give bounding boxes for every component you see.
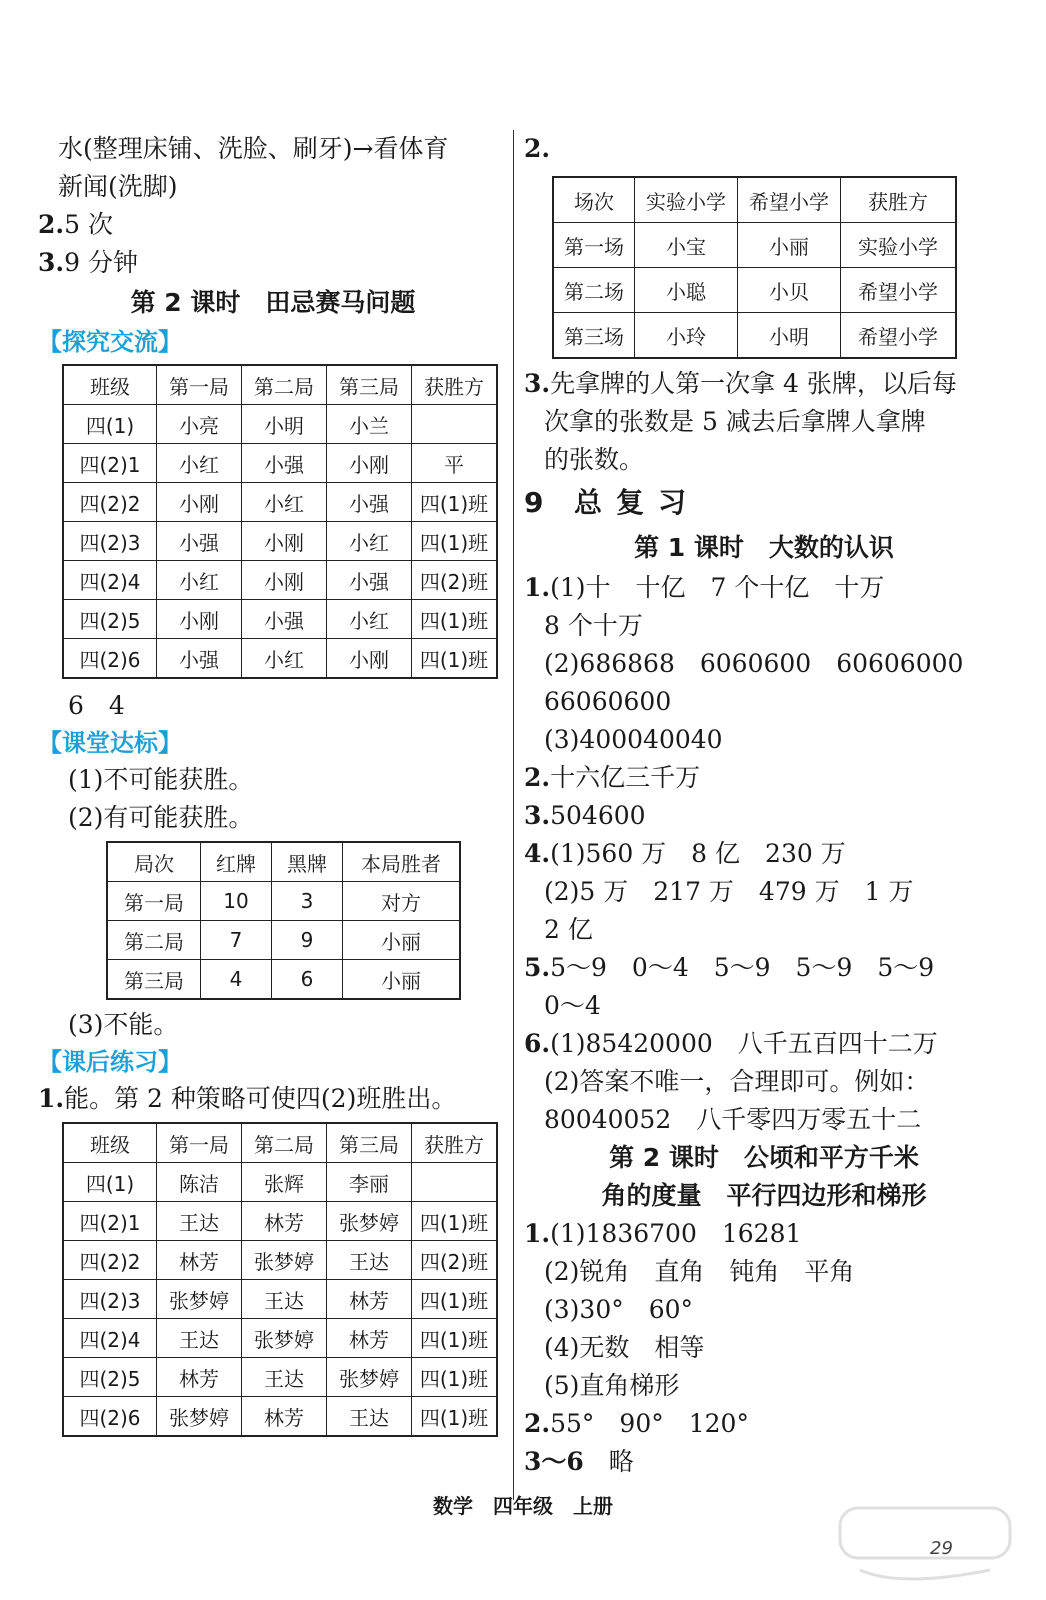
table-cell: 王达 — [327, 1241, 412, 1280]
review-5: 5.5～9 0～4 5～9 5～9 5～9 — [524, 953, 935, 982]
table-cell: 第一局 — [107, 882, 201, 921]
review-1c: (3)400040040 — [544, 725, 723, 754]
header-cell: 班级 — [63, 365, 157, 405]
geo-3-6: 3～6 略 — [524, 1447, 634, 1476]
table-cell: 小丽 — [343, 960, 461, 1000]
table-cell: 小红 — [327, 600, 412, 639]
table-cell: 张梦婷 — [157, 1280, 242, 1319]
table-cell: 四(1)班 — [412, 639, 498, 679]
table-row — [553, 313, 956, 359]
review-1a: 1.(1)十 十亿 7 个十亿 十万 — [524, 573, 885, 602]
table-row — [63, 600, 497, 639]
table-cell: 小强 — [157, 522, 242, 561]
table-cell: 小刚 — [242, 561, 327, 600]
tag-after: 【课后练习】 — [38, 1048, 182, 1076]
class-answer-1: (1)不可能获胜。 — [68, 765, 254, 794]
review-6b-cont: 80040052 八千零四万零五十二 — [544, 1105, 922, 1134]
table-cell: 小红 — [327, 522, 412, 561]
geo-1a: 1.(1)1836700 16281 — [524, 1219, 802, 1248]
review-6a: 6.(1)85420000 八千五百四十二万 — [524, 1029, 938, 1058]
table-cell: 林芳 — [157, 1241, 242, 1280]
header-cell: 获胜方 — [412, 1123, 498, 1163]
table-row — [107, 960, 460, 1000]
table-cell: 四(1) — [63, 1163, 157, 1202]
table-cell: 四(2)1 — [63, 444, 157, 483]
table-cell: 四(2)3 — [63, 1280, 157, 1319]
table-cell: 王达 — [327, 1397, 412, 1437]
table-cell: 四(2)6 — [63, 639, 157, 679]
table-cell: 张辉 — [242, 1163, 327, 1202]
table-cell: 小强 — [242, 600, 327, 639]
answer-3: 3.9 分钟 — [38, 248, 138, 277]
table-cell: 林芳 — [327, 1280, 412, 1319]
table-cell: 3 — [272, 882, 343, 921]
table-cell: 小红 — [242, 639, 327, 679]
table-cell: 10 — [201, 882, 272, 921]
table-cell: 四(2)5 — [63, 600, 157, 639]
table-cell: 四(2)3 — [63, 522, 157, 561]
table-cell: 林芳 — [327, 1319, 412, 1358]
review-4b: (2)5 万 217 万 479 万 1 万 — [544, 877, 914, 906]
table-cell: 四(2)2 — [63, 1241, 157, 1280]
table-cell: 王达 — [157, 1319, 242, 1358]
table-cell: 四(1)班 — [412, 522, 498, 561]
table-cell: 第一场 — [553, 223, 635, 268]
left-column — [38, 130, 508, 1437]
header-cell: 场次 — [553, 177, 635, 223]
table-header-row — [63, 365, 497, 405]
header-cell: 第三局 — [327, 1123, 412, 1163]
review-1b: (2)686868 6060600 60606000 — [544, 649, 964, 678]
header-cell: 第二局 — [242, 365, 327, 405]
table-cell: 希望小学 — [841, 268, 957, 313]
table-cell: 四(1)班 — [412, 483, 498, 522]
answer-r3-line-2: 次拿的张数是 5 减去后拿牌人拿牌 — [544, 407, 926, 436]
table-row — [63, 1397, 497, 1437]
header-cell: 实验小学 — [635, 177, 738, 223]
table-cell: 小刚 — [157, 483, 242, 522]
table-cell: 四(1)班 — [412, 600, 498, 639]
class-answer-3: (3)不能。 — [68, 1010, 179, 1039]
table-cell: 张梦婷 — [242, 1241, 327, 1280]
table-cell: 四(2)2 — [63, 483, 157, 522]
table-matches — [552, 176, 957, 359]
table-cell: 小玲 — [635, 313, 738, 359]
table-cell: 四(2)4 — [63, 1319, 157, 1358]
table-row — [63, 444, 497, 483]
review-1b-cont: 66060600 — [544, 687, 672, 716]
header-cell: 获胜方 — [412, 365, 498, 405]
table-cell: 平 — [412, 444, 498, 483]
header-cell: 红牌 — [201, 842, 272, 882]
table-cell: 小刚 — [327, 639, 412, 679]
table-cell: 王达 — [242, 1280, 327, 1319]
header-cell: 第二局 — [242, 1123, 327, 1163]
table-cell: 王达 — [242, 1358, 327, 1397]
answer-2: 2.5 次 — [38, 210, 113, 239]
geo-1d: (4)无数 相等 — [544, 1333, 705, 1362]
watermark-logo-icon — [820, 1500, 1030, 1590]
table-cell: 陈洁 — [157, 1163, 242, 1202]
intro-line-2: 新闻(洗脚) — [58, 172, 178, 201]
column-divider — [513, 130, 514, 1500]
tag-class: 【课堂达标】 — [38, 729, 182, 757]
answer-r3-line-3: 的张数。 — [544, 445, 645, 474]
header-cell: 局次 — [107, 842, 201, 882]
table-cell: 7 — [201, 921, 272, 960]
table-cell: 林芳 — [157, 1358, 242, 1397]
table-after — [62, 1122, 498, 1437]
table-row — [63, 522, 497, 561]
intro-line-1: 水(整理床铺、洗脸、刷牙)→看体育 — [58, 134, 449, 163]
table-cell: 四(2)班 — [412, 1241, 498, 1280]
lesson-2-title-line-1: 第 2 课时 公顷和平方千米 — [609, 1143, 919, 1172]
page-footer: 数学 四年级 上册 — [433, 1494, 613, 1518]
table-cell: 第三场 — [553, 313, 635, 359]
table-cell: 四(2)4 — [63, 561, 157, 600]
geo-1c: (3)30° 60° — [544, 1295, 694, 1324]
after-answer-1: 1.能。第 2 种策略可使四(2)班胜出。 — [38, 1084, 457, 1113]
header-cell: 黑牌 — [272, 842, 343, 882]
table-row — [63, 1319, 497, 1358]
table-row — [63, 1280, 497, 1319]
table-cell: 李丽 — [327, 1163, 412, 1202]
header-cell: 班级 — [63, 1123, 157, 1163]
table-cell: 四(1)班 — [412, 1319, 498, 1358]
table-cell: 6 — [272, 960, 343, 1000]
table-cell: 小红 — [157, 444, 242, 483]
table-header-row — [63, 1123, 497, 1163]
page-number: 29 — [930, 1538, 953, 1559]
table-cell: 小丽 — [343, 921, 461, 960]
header-cell: 第一局 — [157, 1123, 242, 1163]
table-cell: 四(1) — [63, 405, 157, 444]
table-cell: 小红 — [242, 483, 327, 522]
lesson-2-title: 第 2 课时 田忌赛马问题 — [130, 288, 416, 317]
table-cell: 4 — [201, 960, 272, 1000]
review-1a-cont: 8 个十万 — [544, 611, 643, 640]
table-cell: 四(1)班 — [412, 1397, 498, 1437]
table-row — [107, 921, 460, 960]
right-column — [524, 130, 1004, 1481]
table-cell: 小明 — [242, 405, 327, 444]
review-2: 2.十六亿三千万 — [524, 763, 701, 792]
table-cell: 小刚 — [242, 522, 327, 561]
table-row — [63, 1358, 497, 1397]
table-row — [63, 483, 497, 522]
table-cell: 希望小学 — [841, 313, 957, 359]
table-row — [553, 268, 956, 313]
review-4a: 4.(1)560 万 8 亿 230 万 — [524, 839, 846, 868]
table-cell: 四(2)6 — [63, 1397, 157, 1437]
table-cell: 林芳 — [242, 1202, 327, 1241]
table-cell — [412, 1163, 498, 1202]
table-cell: 小宝 — [635, 223, 738, 268]
table-cell: 小明 — [738, 313, 841, 359]
chapter-heading: 9 总复习 — [524, 486, 701, 519]
table-row — [553, 223, 956, 268]
table-cell: 小红 — [157, 561, 242, 600]
table-cell: 四(2)5 — [63, 1358, 157, 1397]
table-cell: 四(1)班 — [412, 1280, 498, 1319]
review-3: 3.504600 — [524, 801, 646, 830]
table-row — [63, 561, 497, 600]
table-cell: 小亮 — [157, 405, 242, 444]
table-cell: 四(1)班 — [412, 1358, 498, 1397]
geo-1e: (5)直角梯形 — [544, 1371, 680, 1400]
table-header-row — [553, 177, 956, 223]
class-answer-2: (2)有可能获胜。 — [68, 803, 254, 832]
table-cell: 第三局 — [107, 960, 201, 1000]
table-cell: 小强 — [327, 483, 412, 522]
table-row — [63, 1241, 497, 1280]
header-cell: 本局胜者 — [343, 842, 461, 882]
table-cell: 对方 — [343, 882, 461, 921]
table-cell: 四(2)1 — [63, 1202, 157, 1241]
table-cell: 小刚 — [327, 444, 412, 483]
answer-r3-line-1: 3.先拿牌的人第一次拿 4 张牌，以后每 — [524, 369, 957, 398]
table-cell: 小强 — [157, 639, 242, 679]
geo-2: 2.55° 90° 120° — [524, 1409, 749, 1438]
table-cell: 张梦婷 — [242, 1319, 327, 1358]
table-row — [63, 405, 497, 444]
table-cell: 张梦婷 — [157, 1397, 242, 1437]
header-cell: 获胜方 — [841, 177, 957, 223]
table-header-row — [107, 842, 460, 882]
header-cell: 第三局 — [327, 365, 412, 405]
table-explore — [62, 364, 498, 679]
tag-explore: 【探究交流】 — [38, 328, 182, 356]
header-cell: 希望小学 — [738, 177, 841, 223]
table-cell: 四(2)班 — [412, 561, 498, 600]
table-cell: 张梦婷 — [327, 1358, 412, 1397]
table-row — [63, 1202, 497, 1241]
review-5-cont: 0～4 — [544, 991, 601, 1020]
table-cell: 第二局 — [107, 921, 201, 960]
table-cell: 小贝 — [738, 268, 841, 313]
table-row — [63, 639, 497, 679]
table-cell: 9 — [272, 921, 343, 960]
lesson-1-title: 第 1 课时 大数的认识 — [634, 533, 894, 562]
geo-1b: (2)锐角 直角 钝角 平角 — [544, 1257, 855, 1286]
review-4b-cont: 2 亿 — [544, 915, 593, 944]
table-cell: 小刚 — [157, 600, 242, 639]
table-cell: 第二场 — [553, 268, 635, 313]
table-cell: 王达 — [157, 1202, 242, 1241]
table-cell: 小强 — [242, 444, 327, 483]
answer-r2-number: 2. — [524, 134, 551, 163]
table-cards — [106, 841, 461, 1000]
table-row — [107, 882, 460, 921]
review-6b: (2)答案不唯一，合理即可。例如： — [544, 1067, 930, 1096]
table-cell: 小丽 — [738, 223, 841, 268]
table-cell: 小强 — [327, 561, 412, 600]
table-cell: 张梦婷 — [327, 1202, 412, 1241]
header-cell: 第一局 — [157, 365, 242, 405]
table-cell: 林芳 — [242, 1397, 327, 1437]
table-cell: 实验小学 — [841, 223, 957, 268]
table-cell: 四(1)班 — [412, 1202, 498, 1241]
lesson-2-title-line-2: 角的度量 平行四边形和梯形 — [601, 1181, 927, 1210]
after-table-1: 6 4 — [68, 691, 125, 720]
table-cell: 小兰 — [327, 405, 412, 444]
table-cell — [412, 405, 498, 444]
table-row — [63, 1163, 497, 1202]
table-cell: 小聪 — [635, 268, 738, 313]
